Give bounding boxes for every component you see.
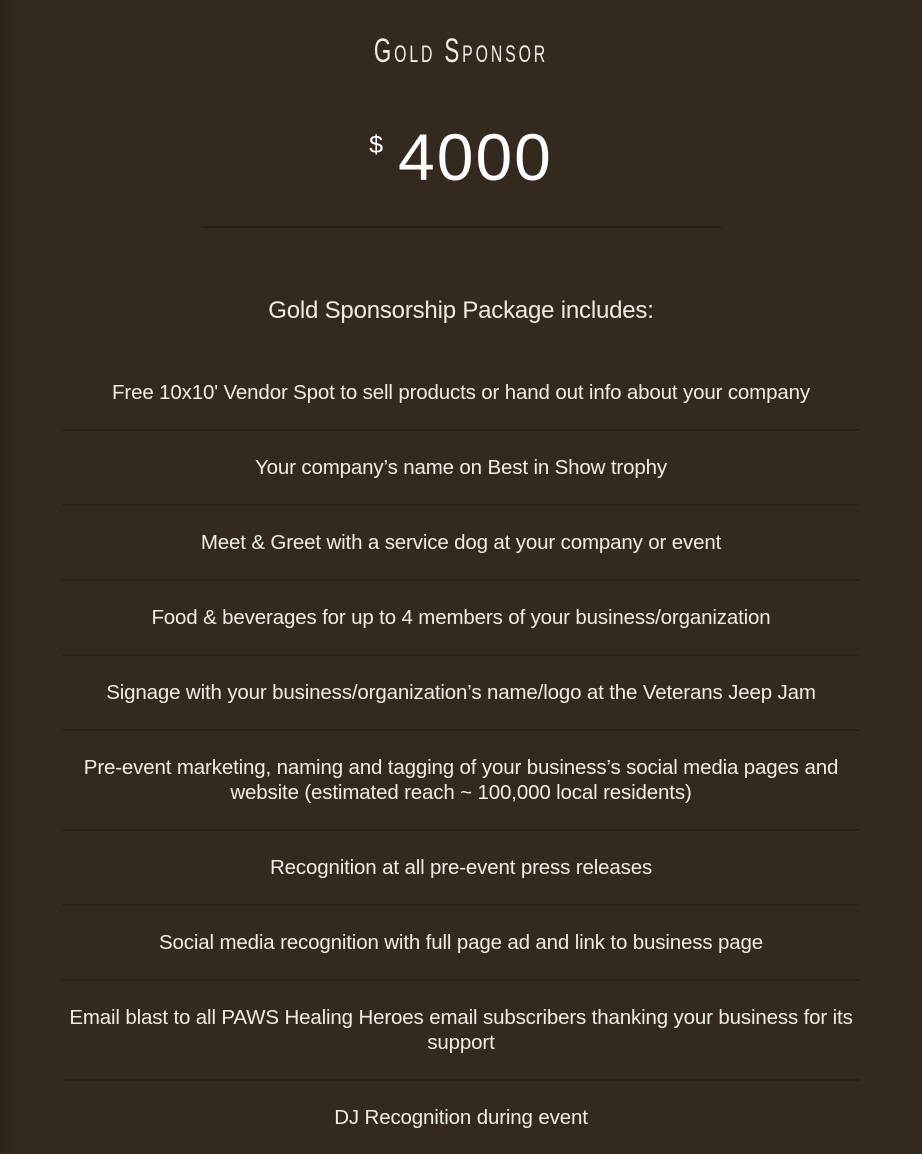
list-item [62, 729, 860, 829]
price-divider [201, 226, 721, 228]
list-item [62, 654, 860, 729]
benefit-text: Food & beverages for up to 4 members of your business/organization [151, 606, 771, 629]
list-item [62, 979, 860, 1079]
includes-heading: Gold Sponsorship Package includes: [268, 297, 654, 324]
sponsor-tier-title: Gold Sponsor [373, 31, 549, 70]
list-item [62, 429, 860, 504]
benefit-text: Email blast to all PAWS Healing Heroes email subscribers thanking your business for its support [69, 1006, 853, 1054]
benefit-text: Your company’s name on Best in Show trophy [255, 456, 667, 479]
list-item [62, 504, 860, 579]
benefit-text: Free 10x10' Vendor Spot to sell products or hand out info about your company [112, 381, 810, 404]
benefits-list [62, 356, 860, 1154]
list-item [62, 579, 860, 654]
price [0, 120, 922, 194]
currency-symbol: $ [369, 131, 384, 159]
price-amount: 4000 [398, 120, 553, 194]
list-item [62, 904, 860, 979]
benefit-text: Pre-event marketing, naming and tagging of your business’s social media pages and website (estimated reach ~ 100,000 local residents) [83, 756, 839, 804]
benefit-text: Signage with your business/organization’s name/logo at the Veterans Jeep Jam [106, 681, 816, 704]
benefit-text: Meet & Greet with a service dog at your company or event [200, 531, 722, 554]
benefit-text: Recognition at all pre-event press releases [269, 856, 653, 879]
benefit-text: Social media recognition with full page ad and link to business page [158, 931, 764, 954]
list-item [62, 829, 860, 904]
benefit-text: DJ Recognition during event [334, 1106, 588, 1129]
list-item [62, 1079, 860, 1154]
list-item [62, 356, 860, 429]
